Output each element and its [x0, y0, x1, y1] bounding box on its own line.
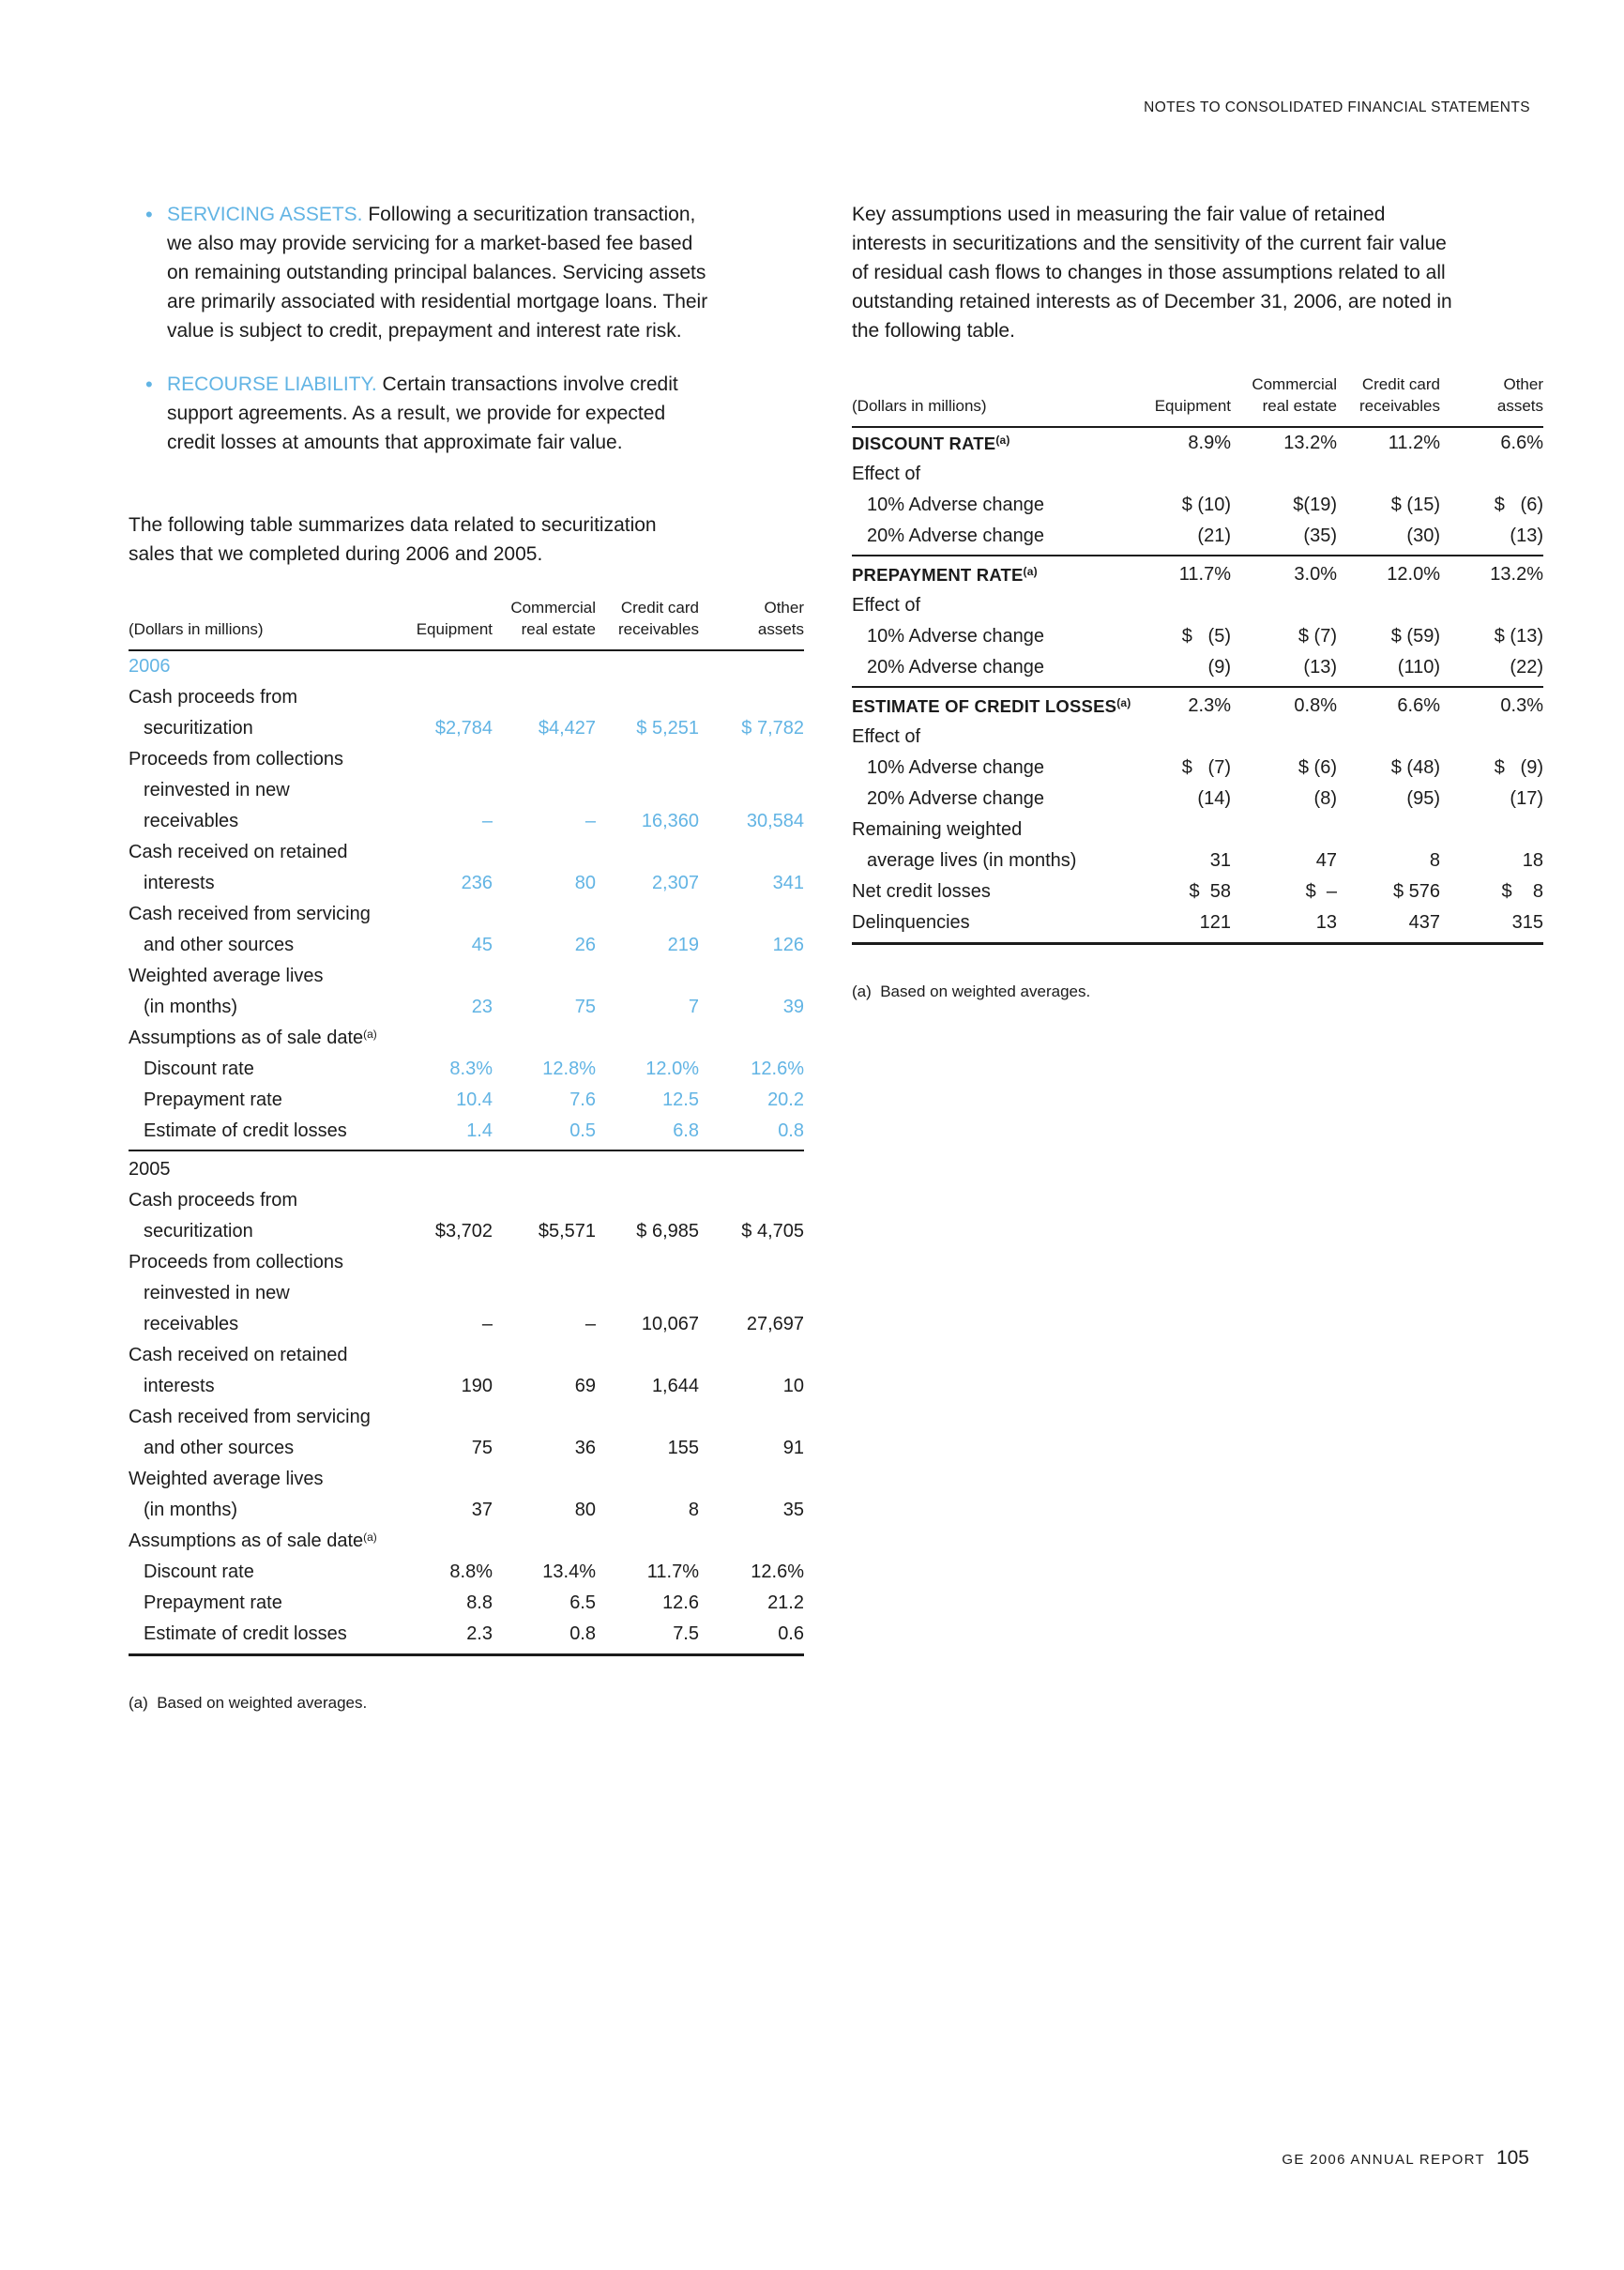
row-label — [852, 521, 1118, 552]
cell-value: (30) — [1406, 526, 1440, 546]
cell-value: (17) — [1510, 788, 1543, 809]
units-label: (Dollars in millions) — [129, 620, 264, 638]
table-row — [129, 1247, 804, 1340]
row-label — [852, 784, 1118, 815]
cell-value: 80 — [574, 873, 596, 893]
table-row — [852, 753, 1543, 784]
running-header: NOTES TO CONSOLIDATED FINANCIAL STATEMENTS — [1144, 99, 1530, 115]
cell-value: $2,784 — [434, 718, 493, 739]
cell-value: 13.4% — [542, 1562, 596, 1582]
cell-value: 36 — [574, 1438, 596, 1458]
row-label-line: and other sources — [144, 935, 295, 955]
cell-value: $ 4,705 — [741, 1221, 804, 1242]
cell-value: $ (15) — [1390, 495, 1440, 515]
row-label — [852, 876, 1118, 907]
row-label-line: Cash received on retained — [129, 1345, 348, 1365]
row-label — [852, 590, 1118, 621]
cell-value: 26 — [574, 935, 596, 955]
cell-value: 91 — [782, 1438, 804, 1458]
list-item-text — [167, 200, 719, 345]
cell-value: 121 — [1199, 912, 1231, 933]
row-label-line: securitization — [144, 718, 253, 739]
cell-value: 12.5 — [662, 1089, 699, 1110]
row-label-line: Cash proceeds from — [129, 1190, 298, 1211]
cell-value: 21.2 — [767, 1592, 804, 1613]
table-row — [129, 1588, 804, 1619]
cell-value: (110) — [1397, 657, 1440, 678]
cell-value: 8.8 — [466, 1592, 493, 1613]
row-label-line: Assumptions as of sale date$^{(a)}$ — [129, 1028, 377, 1048]
cell-value: 6.6% — [1397, 695, 1440, 716]
bullet-list — [129, 200, 804, 457]
row-label — [129, 1116, 385, 1147]
table-row — [852, 722, 1543, 753]
cell-value: (13) — [1303, 657, 1337, 678]
page-footer — [1282, 2147, 1529, 2170]
securitization-sales-table — [129, 597, 804, 1656]
cell-value: (13) — [1510, 526, 1543, 546]
row-label — [852, 753, 1118, 784]
table-rule — [852, 555, 1543, 556]
row-label — [852, 907, 1118, 938]
cell-value: 80 — [574, 1500, 596, 1520]
table-row — [129, 899, 804, 961]
cell-value: 6.8 — [673, 1120, 699, 1141]
cell-value: $ (7) — [1298, 626, 1337, 647]
intro-paragraph: Key assumptions used in measuring the fair value of retained interests in securitizations and the sensitivity of the current fair value of residual cash flows to changes in those assumptions related to all outstanding retained interests as of December 31, 2006, are noted in the following table. — [852, 204, 1452, 342]
row-label — [852, 459, 1118, 490]
cell-value: 8.8% — [449, 1562, 493, 1582]
body-text: Certain transactions involve credit support agreements. As a result, we provide for expected credit losses at amounts that approximate fair value. — [167, 373, 678, 453]
column-header: Credit card receivables — [1359, 375, 1440, 415]
table-row — [852, 590, 1543, 621]
body-text: Following a securitization transaction, we also may provide servicing for a market-based fee based on remaining outstanding principal balances. Servicing assets are primarily associated with residential mortgage loans. Their value is subject to credit, prepayment and interest rate risk. — [167, 204, 708, 342]
table-row — [129, 837, 804, 899]
column-header: Equipment — [416, 620, 493, 638]
row-label — [129, 744, 385, 837]
table-row — [129, 1340, 804, 1402]
row-label — [129, 1402, 385, 1464]
cell-value: 6.6% — [1500, 433, 1543, 453]
cell-value: 16,360 — [641, 811, 699, 831]
cell-value: 0.8 — [778, 1120, 804, 1141]
cell-value: 12.6% — [751, 1059, 804, 1079]
cell-value: 75 — [574, 997, 596, 1017]
cell-value: 8 — [688, 1500, 699, 1520]
table-footnote: (a) Based on weighted averages. — [852, 983, 1091, 1000]
column-header: Credit card receivables — [618, 599, 699, 638]
row-label-line: 2006 — [129, 656, 171, 677]
cell-value: 437 — [1408, 912, 1440, 933]
row-label — [852, 722, 1118, 753]
table-footnote: (a) Based on weighted averages. — [129, 1694, 368, 1712]
row-label-line: 2005 — [129, 1159, 171, 1180]
row-label — [129, 1154, 385, 1185]
cell-value: 2.3 — [466, 1623, 493, 1644]
row-label-line: 20% Adverse change — [867, 526, 1045, 546]
row-label-line: Effect of — [852, 464, 921, 484]
cell-value: 12.6 — [662, 1592, 699, 1613]
row-label — [129, 1185, 385, 1247]
table-row — [129, 1116, 804, 1147]
cell-value: 7.5 — [673, 1623, 699, 1644]
row-label-line: Cash received from servicing — [129, 1407, 371, 1427]
row-label — [129, 651, 385, 682]
table-row — [129, 1619, 804, 1650]
row-label-line: DISCOUNT RATE$^{(a)}$ — [852, 434, 1010, 453]
table-row — [129, 1402, 804, 1464]
cell-value: 47 — [1315, 850, 1337, 871]
row-label-line: (in months) — [144, 997, 238, 1017]
row-label-line: receivables — [144, 1314, 239, 1334]
footnote-marker: (a) — [1023, 565, 1038, 578]
table-row — [129, 744, 804, 837]
right-column — [852, 200, 1543, 1001]
term-label: RECOURSE LIABILITY. — [167, 373, 377, 395]
row-label-line: reinvested in new — [144, 1283, 290, 1303]
cell-value: 31 — [1209, 850, 1231, 871]
cell-value: 0.6 — [778, 1623, 804, 1644]
cell-value: 8 — [1429, 850, 1440, 871]
row-label — [129, 837, 385, 899]
column-header: Equipment — [1154, 397, 1231, 415]
list-item-servicing-assets — [145, 200, 804, 345]
cell-value: 27,697 — [746, 1314, 804, 1334]
cell-value: (22) — [1510, 657, 1543, 678]
row-label — [129, 1023, 385, 1054]
row-label-line: average lives (in months) — [867, 850, 1077, 871]
cell-value: 0.8% — [1294, 695, 1337, 716]
row-label-line: PREPAYMENT RATE$^{(a)}$ — [852, 565, 1038, 585]
cell-value: – — [481, 1314, 493, 1334]
row-label-line: reinvested in new — [144, 780, 290, 800]
cell-value: 126 — [772, 935, 804, 955]
row-label-line: Prepayment rate — [144, 1089, 282, 1110]
cell-value: 2.3% — [1188, 695, 1231, 716]
cell-value: 11.2% — [1388, 433, 1440, 453]
row-label-line: 20% Adverse change — [867, 788, 1045, 809]
table-row — [852, 691, 1543, 722]
cell-value: $5,571 — [538, 1221, 596, 1242]
row-label — [129, 1085, 385, 1116]
left-column — [129, 200, 804, 1713]
cell-value: – — [481, 811, 493, 831]
cell-value: 8.9% — [1188, 433, 1231, 453]
list-item-recourse-liability — [145, 370, 804, 457]
row-label-line: 10% Adverse change — [867, 495, 1045, 515]
row-label-line: Assumptions as of sale date$^{(a)}$ — [129, 1531, 377, 1551]
cell-value: (35) — [1303, 526, 1337, 546]
footnote-marker: (a) — [995, 434, 1010, 447]
table-row — [852, 521, 1543, 552]
row-label-line: receivables — [144, 811, 239, 831]
cell-value: 13.2% — [1283, 433, 1337, 453]
cell-value: 18 — [1522, 850, 1543, 871]
footnote-marker: (a) — [363, 1028, 377, 1041]
cell-value: $ – — [1305, 881, 1337, 902]
cell-value: 0.3% — [1500, 695, 1543, 716]
cell-value: $ 58 — [1189, 881, 1231, 902]
cell-value: 12.0% — [1387, 564, 1440, 585]
row-label-line: Estimate of credit losses — [144, 1623, 347, 1644]
cell-value: (9) — [1207, 657, 1231, 678]
row-label-line: Cash received from servicing — [129, 904, 371, 924]
cell-value: 7 — [688, 997, 699, 1017]
row-label — [129, 1340, 385, 1402]
table-rule — [852, 686, 1543, 688]
column-header: Commercial real estate — [510, 599, 596, 638]
row-label-line: Prepayment rate — [144, 1592, 282, 1613]
bullet-icon: • — [145, 203, 153, 226]
row-label — [129, 682, 385, 744]
table-row — [129, 1557, 804, 1588]
cell-value: 341 — [772, 873, 804, 893]
cell-value: 13.2% — [1490, 564, 1543, 585]
cell-value: 10 — [782, 1376, 804, 1396]
row-label-line: Weighted average lives — [129, 966, 324, 986]
row-label — [852, 815, 1118, 876]
table-row — [129, 1154, 804, 1185]
cell-value: 75 — [471, 1438, 493, 1458]
cell-value: 10.4 — [456, 1089, 493, 1110]
table-row — [852, 559, 1543, 590]
cell-value: (95) — [1406, 788, 1440, 809]
row-label-line: Discount rate — [144, 1562, 254, 1582]
row-label-line: Discount rate — [144, 1059, 254, 1079]
cell-value: $ (13) — [1494, 626, 1543, 647]
row-label — [129, 1619, 385, 1650]
row-label — [852, 559, 1118, 590]
cell-value: 0.8 — [569, 1623, 596, 1644]
table-rule — [129, 1150, 804, 1151]
cell-value: $ (5) — [1181, 626, 1231, 647]
row-label — [852, 428, 1118, 459]
cell-value: 1.4 — [466, 1120, 493, 1141]
row-label — [852, 490, 1118, 521]
row-label — [129, 1247, 385, 1340]
cell-value: 12.6% — [751, 1562, 804, 1582]
row-label-line: securitization — [144, 1221, 253, 1242]
row-label-line: Remaining weighted — [852, 819, 1023, 840]
row-label — [129, 1588, 385, 1619]
cell-value: 23 — [471, 997, 493, 1017]
row-label-line: 20% Adverse change — [867, 657, 1045, 678]
row-label-line: Proceeds from collections — [129, 749, 343, 769]
cell-value: 11.7% — [1178, 564, 1231, 585]
cell-value: 7.6 — [569, 1089, 596, 1110]
row-label-line: Proceeds from collections — [129, 1252, 343, 1272]
term-label: SERVICING ASSETS. — [167, 204, 363, 225]
cell-value: $ (48) — [1390, 757, 1440, 778]
table-row — [129, 961, 804, 1023]
cell-value: (14) — [1197, 788, 1231, 809]
cell-value: $ (9) — [1494, 757, 1543, 778]
cell-value: $ (10) — [1181, 495, 1231, 515]
units-label: (Dollars in millions) — [852, 397, 987, 415]
row-label-line: Delinquencies — [852, 912, 970, 933]
row-label — [129, 1464, 385, 1526]
row-label — [852, 691, 1131, 722]
key-assumptions-table — [852, 373, 1543, 945]
cell-value: 45 — [471, 935, 493, 955]
report-title: GE 2006 ANNUAL REPORT — [1282, 2152, 1485, 2168]
cell-value: 12.0% — [645, 1059, 699, 1079]
row-label — [852, 652, 1118, 683]
column-header: Commercial real estate — [1252, 375, 1337, 415]
cell-value: $4,427 — [538, 718, 596, 739]
row-label — [129, 1526, 385, 1557]
table-header-row — [129, 597, 804, 645]
cell-value: 13 — [1315, 912, 1337, 933]
cell-value: 1,644 — [651, 1376, 699, 1396]
table-row — [852, 428, 1543, 459]
cell-value: 69 — [574, 1376, 596, 1396]
row-label-line: Estimate of credit losses — [144, 1120, 347, 1141]
table-row — [129, 1526, 804, 1557]
cell-value: 30,584 — [746, 811, 804, 831]
table-row — [852, 652, 1543, 683]
cell-value: – — [584, 1314, 596, 1334]
table-row — [852, 815, 1543, 876]
cell-value: $ 5,251 — [636, 718, 699, 739]
row-label — [129, 1054, 385, 1085]
cell-value: 3.0% — [1294, 564, 1337, 585]
cell-value: 190 — [461, 1376, 493, 1396]
cell-value: (8) — [1313, 788, 1337, 809]
cell-value: 37 — [471, 1500, 493, 1520]
cell-value: $3,702 — [434, 1221, 493, 1242]
table-row — [129, 1464, 804, 1526]
cell-value: 236 — [461, 873, 493, 893]
row-label-line: Effect of — [852, 726, 921, 747]
row-label-line: Weighted average lives — [129, 1469, 324, 1489]
column-header: Other assets — [757, 599, 804, 638]
table-row — [129, 1085, 804, 1116]
table-row — [129, 1054, 804, 1085]
page-number: 105 — [1495, 2147, 1529, 2169]
cell-value: 219 — [667, 935, 699, 955]
intro-paragraph: The following table summarizes data related to securitization sales that we completed during 2006 and 2005. — [129, 514, 657, 565]
table-row — [129, 651, 804, 682]
bullet-icon: • — [145, 373, 153, 396]
cell-value: $ 576 — [1392, 881, 1440, 902]
cell-value: 20.2 — [767, 1089, 804, 1110]
table-row — [129, 682, 804, 744]
cell-value: 39 — [782, 997, 804, 1017]
cell-value: (21) — [1197, 526, 1231, 546]
row-label-line: Effect of — [852, 595, 921, 616]
table-header-row — [852, 373, 1543, 421]
row-label-line: interests — [144, 873, 215, 893]
table-row — [852, 784, 1543, 815]
row-label-line: 10% Adverse change — [867, 757, 1045, 778]
row-label-line: ESTIMATE OF CREDIT LOSSES$^{(a)}$ — [852, 696, 1131, 716]
cell-value: 10,067 — [641, 1314, 699, 1334]
table-row — [852, 490, 1543, 521]
row-label-line: and other sources — [144, 1438, 295, 1458]
row-label — [129, 899, 385, 961]
footnote-marker: (a) — [1116, 696, 1131, 709]
table-rule — [129, 1653, 804, 1656]
cell-value: $ 7,782 — [741, 718, 804, 739]
cell-value: $ (6) — [1298, 757, 1337, 778]
cell-value: $ 8 — [1501, 881, 1543, 902]
row-label — [129, 961, 385, 1023]
cell-value: $(19) — [1293, 495, 1337, 515]
table-row — [852, 907, 1543, 938]
cell-value: 0.5 — [569, 1120, 596, 1141]
cell-value: 155 — [667, 1438, 699, 1458]
table-rule — [852, 942, 1543, 945]
table-row — [852, 621, 1543, 652]
row-label-line: interests — [144, 1376, 215, 1396]
row-label-line: Cash proceeds from — [129, 687, 298, 708]
cell-value: 8.3% — [449, 1059, 493, 1079]
table-row — [129, 1023, 804, 1054]
cell-value: 11.7% — [646, 1562, 699, 1582]
cell-value: 35 — [782, 1500, 804, 1520]
table-row — [852, 459, 1543, 490]
cell-value: – — [584, 811, 596, 831]
cell-value: $ (59) — [1390, 626, 1440, 647]
table-row — [852, 876, 1543, 907]
row-label-line: Cash received on retained — [129, 842, 348, 862]
cell-value: 6.5 — [569, 1592, 596, 1613]
cell-value: 2,307 — [651, 873, 699, 893]
row-label-line: 10% Adverse change — [867, 626, 1045, 647]
cell-value: $ (6) — [1494, 495, 1543, 515]
row-label-line: Net credit losses — [852, 881, 991, 902]
list-item-text — [167, 370, 719, 457]
column-header: Other assets — [1496, 375, 1543, 415]
footnote-marker: (a) — [363, 1531, 377, 1544]
row-label — [129, 1557, 385, 1588]
row-label-line: (in months) — [144, 1500, 238, 1520]
cell-value: $ (7) — [1181, 757, 1231, 778]
table-row — [129, 1185, 804, 1247]
cell-value: 12.8% — [542, 1059, 596, 1079]
cell-value: 315 — [1511, 912, 1543, 933]
cell-value: $ 6,985 — [636, 1221, 699, 1242]
row-label — [852, 621, 1118, 652]
